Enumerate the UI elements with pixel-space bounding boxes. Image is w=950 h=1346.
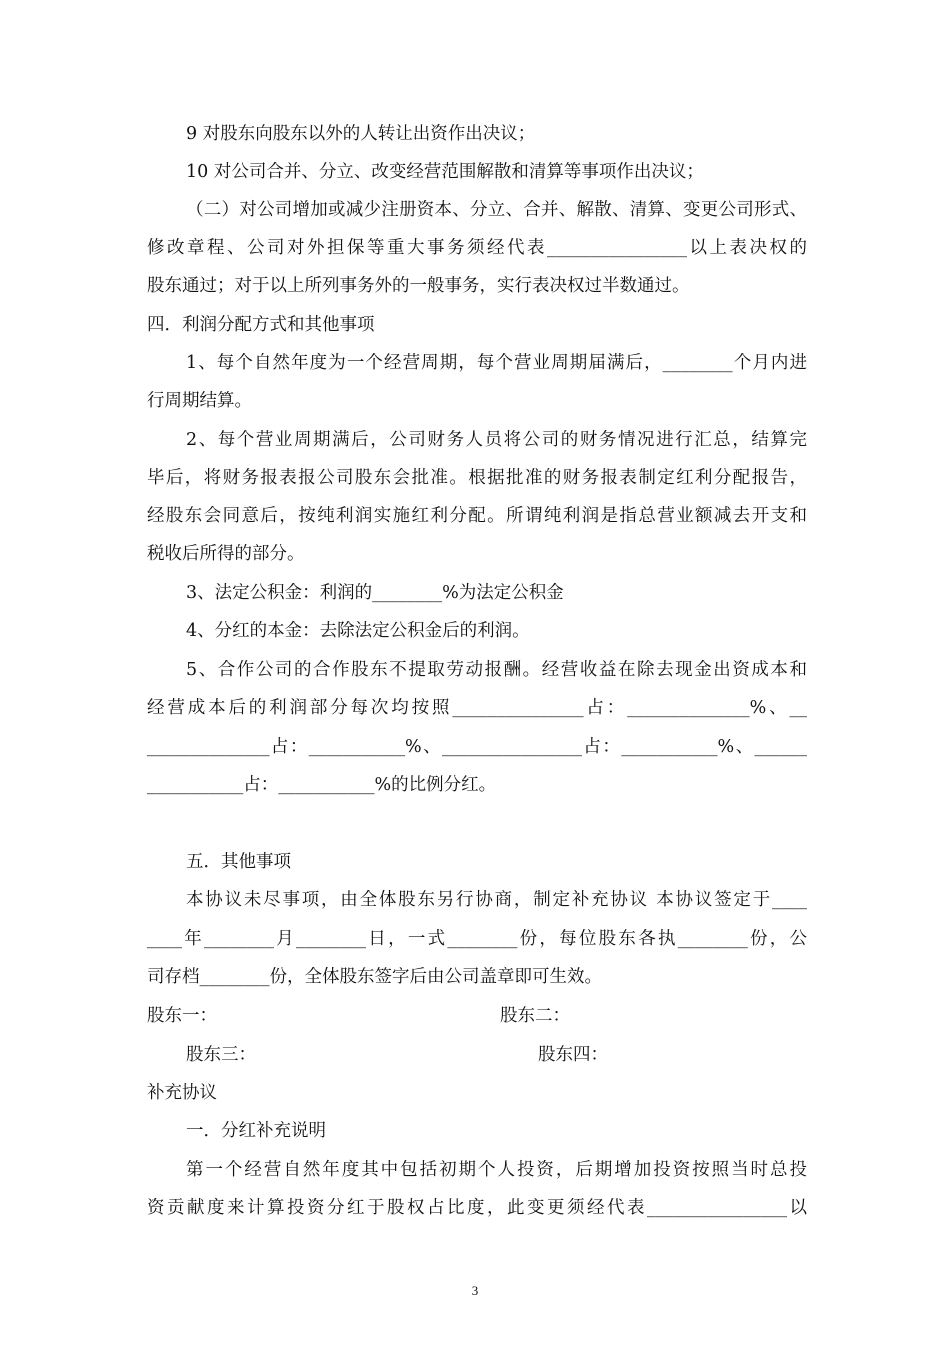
item-4: 4、分红的本金：去除法定公积金后的利润。 [186, 621, 530, 641]
item-1-line-1: 1、每个自然年度为一个经营周期，每个营业周期届满后，________个月内进 [186, 353, 807, 373]
section-4-heading: 四．利润分配方式和其他事项 [147, 315, 375, 335]
shareholder-4-signature: 股东四： [538, 1045, 608, 1065]
clause-2-line-3: 股东通过；对于以上所列事务外的一般事务，实行表决权过半数通过。 [147, 276, 690, 296]
item-1-line-2: 行周期结算。 [147, 391, 252, 411]
supplement-line-1: 第一个经营自然年度其中包括初期个人投资，后期增加投资按照当时总投 [186, 1160, 807, 1180]
item-2-line-3: 经股东会同意后，按纯利润实施红利分配。所谓纯利润是指总营业额减去开支和 [147, 506, 807, 526]
other-matters-line-3: 司存档________份，全体股东签字后由公司盖章即可生效。 [147, 967, 602, 987]
item-5-line-1: 5、合作公司的合作股东不提取劳动报酬。经营收益在除去现金出资成本和 [186, 660, 807, 680]
item-5-line-4: ___________占：___________%的比例分红。 [147, 775, 497, 795]
item-2-line-4: 税收后所得的部分。 [147, 544, 305, 564]
supplement-section-1-heading: 一．分红补充说明 [186, 1121, 326, 1141]
section-5-heading: 五．其他事项 [186, 852, 291, 872]
clause-10: 10 对公司合并、分立、改变经营范围解散和清算等事项作出决议； [186, 162, 704, 182]
clause-9: 9 对股东向股东以外的人转让出资作出决议； [186, 124, 536, 144]
shareholder-2-signature: 股东二： [500, 1006, 570, 1026]
other-matters-line-1: 本协议未尽事项，由全体股东另行协商，制定补充协议 本协议签定于____ [186, 890, 807, 910]
item-3: 3、法定公积金：利润的________%为法定公积金 [186, 583, 564, 603]
shareholder-3-signature: 股东三： [186, 1045, 256, 1065]
item-5-line-2: 经营成本后的利润部分每次均按照_______________占：______________%、__ [147, 698, 807, 718]
shareholder-1-signature: 股东一： [147, 1006, 217, 1026]
page-number: 3 [471, 1283, 479, 1298]
other-matters-line-2: ____年________月________日，一式________份，每位股东各执________份，公 [147, 929, 807, 949]
item-2-line-2: 毕后，将财务报表报公司股东会批准。根据批准的财务报表制定红利分配报告， [147, 468, 807, 488]
supplement-line-2: 资贡献度来计算投资分红于股权占比度，此变更须经代表________________以 [147, 1198, 807, 1218]
item-5-line-3: ______________占：___________%、________________占：___________%、______ [147, 737, 807, 757]
item-2-line-1: 2、每个营业周期满后，公司财务人员将公司的财务情况进行汇总，结算完 [186, 430, 807, 450]
clause-2-line-2: 修改章程、公司对外担保等重大事务须经代表________________以上表决权的 [147, 238, 807, 258]
clause-2-line-1: （二）对公司增加或减少注册资本、分立、合并、解散、清算、变更公司形式、 [186, 200, 807, 220]
supplement-title: 补充协议 [147, 1083, 217, 1103]
